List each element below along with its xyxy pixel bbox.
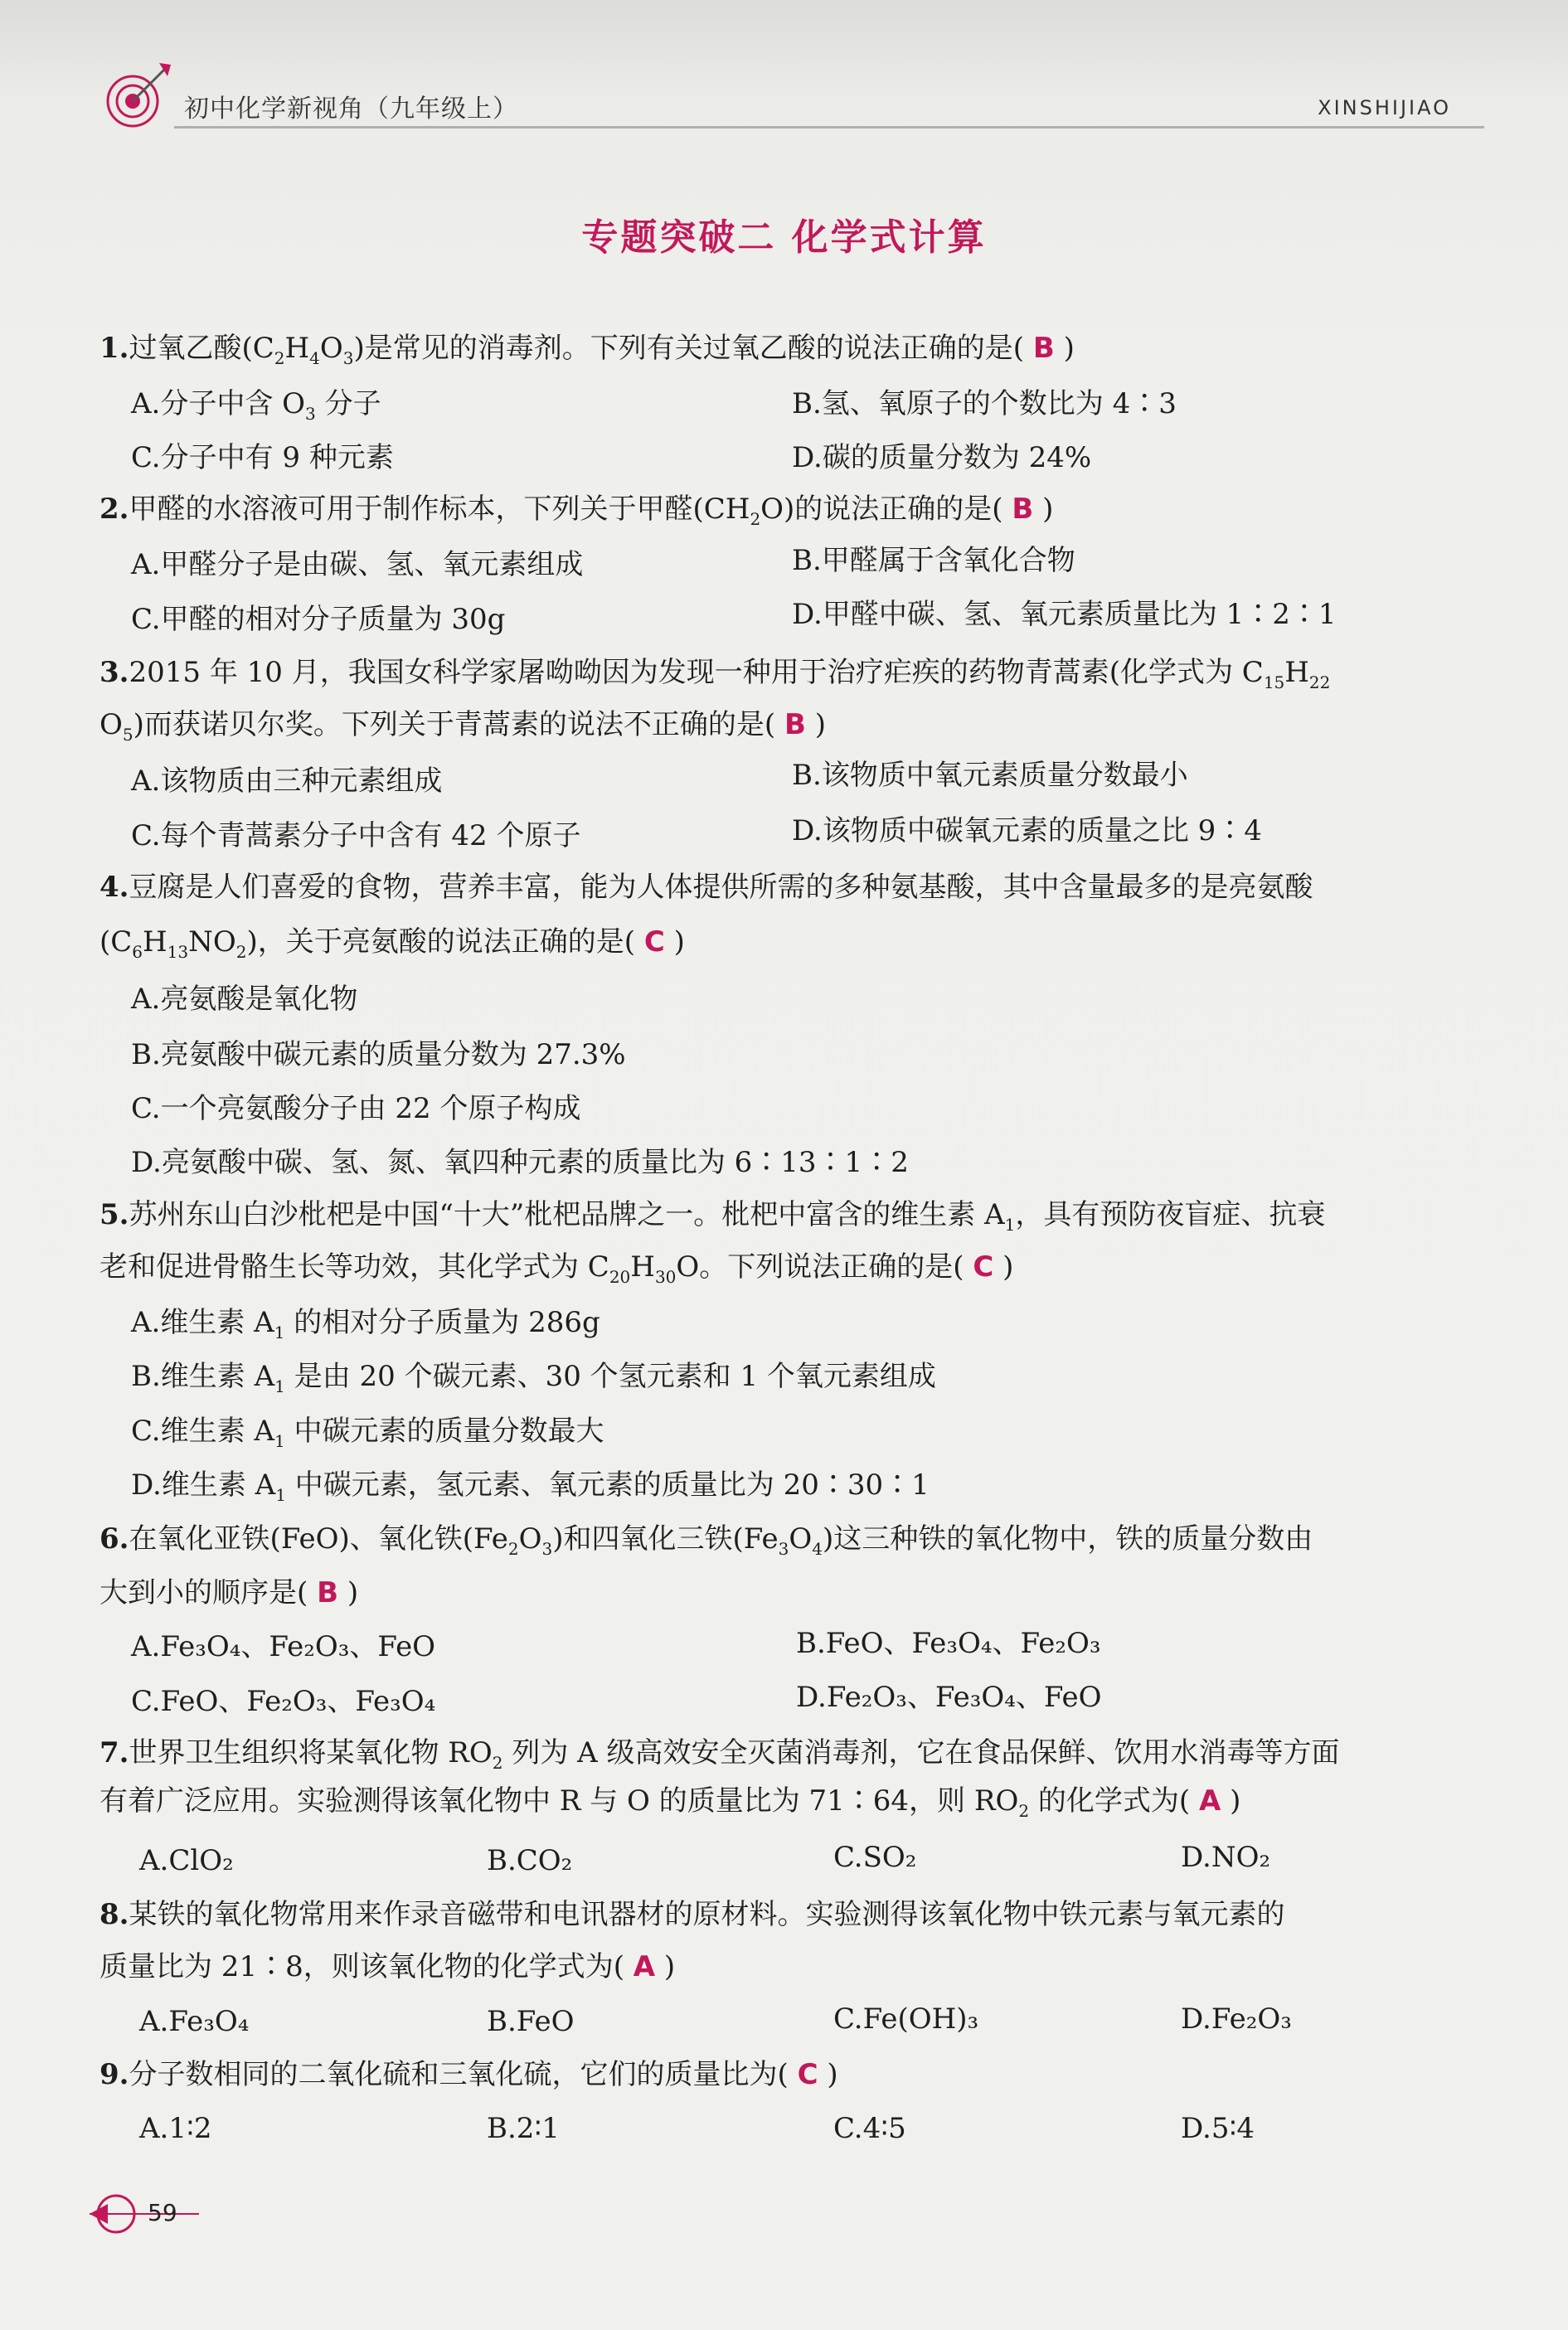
q1-option-d: D.碳的质量分数为 24% xyxy=(792,441,1092,474)
q9-option-b: B.2∶1 xyxy=(487,2112,560,2145)
q3-option-d: D.该物质中碳氧元素的质量之比 9∶4 xyxy=(792,814,1262,847)
answer-4: C xyxy=(643,925,665,959)
page-header xyxy=(91,58,1484,133)
answer-3: B xyxy=(784,708,806,741)
header-divider xyxy=(174,126,1484,129)
question-9: 9.分子数相同的二氧化硫和三氧化硫，它们的质量比为( C ) xyxy=(100,2058,838,2091)
question-7: 7.世界卫生组织将某氧化物 $RO_2$ 列为 A 级高效安全灭菌消毒剂，它在食品保鲜、饮用水消毒等方面 xyxy=(100,1736,1340,1773)
question-3: 3.2015 年 10 月，我国女科学家屠呦呦因为发现一种用于治疗疟疾的药物青蒿素(化学式为 $C_{15}H_{22}$ xyxy=(100,656,1331,692)
page-number: 59 xyxy=(148,2199,177,2226)
question-2: 2.甲醛的水溶液可用于制作标本，下列关于甲醛$(CH_2O)$的说法正确的是( B ) xyxy=(100,493,1054,529)
q9-option-c: C.4∶5 xyxy=(833,2112,906,2145)
q6-option-a: A.Fe₃O₄、Fe₂O₃、FeO xyxy=(131,1630,436,1663)
q6-option-d: D.Fe₂O₃、Fe₃O₄、FeO xyxy=(796,1681,1102,1714)
question-8: 8.某铁的氧化物常用来作录音磁带和电讯器材的原材料。实验测得该氧化物中铁元素与氧元素的 xyxy=(100,1898,1285,1931)
q4-option-c: C.一个亮氨酸分子由 22 个原子构成 xyxy=(131,1092,581,1125)
page-title: 专题突破二 化学式计算 xyxy=(581,216,987,259)
q8-option-a: A.Fe₃O₄ xyxy=(139,2005,250,2038)
q2-option-c: C.甲醛的相对分子质量为 30g xyxy=(131,603,506,636)
answer-2: B xyxy=(1012,493,1034,526)
answer-6: B xyxy=(317,1576,338,1609)
q7-option-d: D.NO₂ xyxy=(1181,1841,1271,1874)
q7-option-b: B.CO₂ xyxy=(487,1844,573,1877)
q4-option-b: B.亮氨酸中碳元素的质量分数为 27.3% xyxy=(131,1038,626,1071)
q9-option-d: D.5∶4 xyxy=(1181,2112,1255,2145)
answer-5: C xyxy=(973,1250,994,1284)
question-5-line-2: 老和促进骨骼生长等功效，其化学式为 $C_{20}H_{30}O$。下列说法正确的是( C ) xyxy=(100,1250,1014,1287)
q1-option-c: C.分子中有 9 种元素 xyxy=(131,441,394,474)
q3-option-a: A.该物质由三种元素组成 xyxy=(131,765,443,798)
question-6: 6.在氧化亚铁(FeO)、氧化铁$(Fe_2O_3)$和四氧化三铁$(Fe_3O_4)$这三种铁的氧化物中，铁的质量分数由 xyxy=(100,1522,1313,1559)
q5-option-b: B.维生素 $A_1$ 是由 20 个碳元素、30 个氢元素和 1 个氧元素组成 xyxy=(131,1360,936,1396)
brand-text: XINSHIJIAO xyxy=(1318,96,1451,119)
target-dart-icon xyxy=(100,58,174,133)
question-1: 1.过氧乙酸$(C_2H_4O_3)$是常见的消毒剂。下列有关过氧乙酸的说法正确的是( B ) xyxy=(100,332,1075,368)
answer-9: C xyxy=(797,2058,818,2091)
answer-1: B xyxy=(1032,332,1055,365)
q7-option-c: C.SO₂ xyxy=(833,1841,917,1874)
q8-option-c: C.Fe(OH)₃ xyxy=(833,2002,979,2036)
q8-option-d: D.Fe₂O₃ xyxy=(1181,2002,1292,2036)
book-title: 初中化学新视角（九年级上） xyxy=(184,95,518,124)
q2-option-a: A.甲醛分子是由碳、氢、氧元素组成 xyxy=(131,548,584,581)
q3-option-b: B.该物质中氧元素质量分数最小 xyxy=(792,759,1188,792)
q2-option-b: B.甲醛属于含氧化合物 xyxy=(792,544,1075,577)
q9-option-a: A.1∶2 xyxy=(139,2112,212,2145)
q5-option-c: C.维生素 $A_1$ 中碳元素的质量分数最大 xyxy=(131,1415,604,1451)
q8-option-b: B.FeO xyxy=(487,2005,575,2038)
question-8-line-2: 质量比为 21∶8，则该氧化物的化学式为( A ) xyxy=(100,1950,676,1983)
question-3-line-2: $O_5$)而获诺贝尔奖。下列关于青蒿素的说法不正确的是( B ) xyxy=(100,708,826,745)
question-5: 5.苏州东山白沙枇杷是中国“十大”枇杷品牌之一。枇杷中富含的维生素 $A_1$，具有预防夜盲症、抗衰 xyxy=(100,1198,1326,1235)
q4-option-a: A.亮氨酸是氧化物 xyxy=(131,983,358,1016)
q7-option-a: A.ClO₂ xyxy=(139,1844,234,1877)
question-7-line-2: 有着广泛应用。实验测得该氧化物中 R 与 O 的质量比为 71∶64，则 $RO_2$ 的化学式为( A ) xyxy=(100,1784,1241,1821)
q5-option-d: D.维生素 $A_1$ 中碳元素，氢元素、氧元素的质量比为 20∶30∶1 xyxy=(131,1468,930,1505)
answer-7: A xyxy=(1198,1784,1221,1818)
question-6-line-2: 大到小的顺序是( B ) xyxy=(100,1576,359,1609)
q6-option-c: C.FeO、Fe₂O₃、Fe₃O₄ xyxy=(131,1685,436,1718)
question-4: 4.豆腐是人们喜爱的食物，营养丰富，能为人体提供所需的多种氨基酸，其中含量最多的是亮氨酸 xyxy=(100,871,1313,904)
q5-option-a: A.维生素 $A_1$ 的相对分子质量为 286g xyxy=(131,1306,600,1342)
q4-option-d: D.亮氨酸中碳、氢、氮、氧四种元素的质量比为 6∶13∶1∶2 xyxy=(131,1146,909,1179)
q1-option-a: A.分子中含 $O_3$ 分子 xyxy=(131,387,381,424)
answer-8: A xyxy=(633,1950,656,1983)
question-4-line-2: $(C_6H_{13}NO_2)$，关于亮氨酸的说法正确的是( C ) xyxy=(100,925,685,962)
q2-option-d: D.甲醛中碳、氢、氧元素质量比为 1∶2∶1 xyxy=(792,598,1337,631)
q6-option-b: B.FeO、Fe₃O₄、Fe₂O₃ xyxy=(796,1627,1101,1660)
q3-option-c: C.每个青蒿素分子中含有 42 个原子 xyxy=(131,819,581,852)
q1-option-b: B.氢、氧原子的个数比为 4∶3 xyxy=(792,387,1177,420)
